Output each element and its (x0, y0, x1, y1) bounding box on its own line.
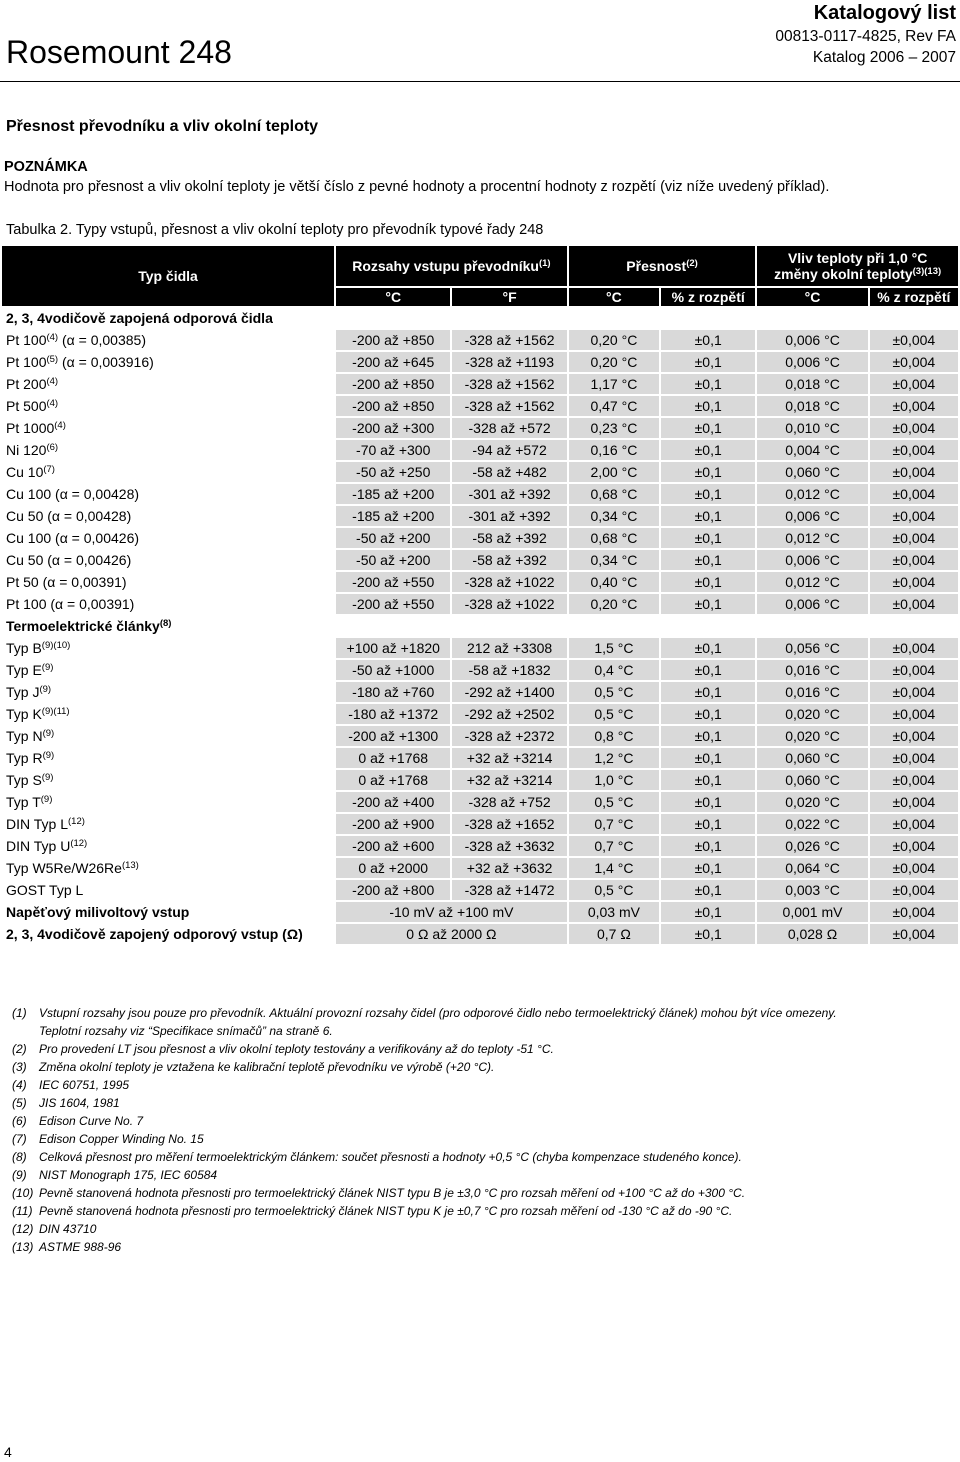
footnote-text: DIN 43710 (39, 1222, 97, 1236)
range-f: -328 až +3632 (452, 836, 566, 856)
accuracy-c: 1,17 °C (569, 374, 659, 394)
accuracy-c: 0,03 mV (569, 902, 659, 922)
sensor-type: Typ $B^{(9)(10)}$ (6, 640, 71, 656)
range-f: -328 až +572 (452, 418, 566, 438)
accuracy-c: 0,5 °C (569, 704, 659, 724)
range-f: -328 až +1022 (452, 594, 566, 614)
range-f: -328 až +1472 (452, 880, 566, 900)
footnote-number: (12) (12, 1222, 34, 1236)
range-c: -200 až +550 (336, 572, 450, 592)
sensor-type: Typ $R^{(9)}$ (6, 750, 55, 766)
ambient-c: 0,016 °C (757, 682, 867, 702)
ambient-pct: ±0,004 (870, 440, 958, 460)
range-f: -328 až +1562 (452, 374, 566, 394)
range-c: -200 až +645 (336, 352, 450, 372)
subheader-amb-pct: % z rozpětí (870, 288, 958, 306)
range-f: 212 až +3308 (452, 638, 566, 658)
footnote (12, 1112, 837, 1130)
range-f: -301 až +392 (452, 484, 566, 504)
accuracy-c: 0,7 Ω (569, 924, 659, 944)
sensor-type: Pt 100$^{(4)}$ (α = 0,00385) (6, 332, 146, 348)
range-f: -58 až +392 (452, 528, 566, 548)
ambient-pct: ±0,004 (870, 352, 958, 372)
accuracy-c: 0,20 °C (569, 330, 659, 350)
accuracy-pct: ±0,1 (661, 572, 755, 592)
footnote-text: Vstupní rozsahy jsou pouze pro převodník. Aktuální provozní rozsahy čidel (pro odporové čidlo nebo termoelektrický článek) mohou být více omezeny. Teplotní rozsahy viz “Specifikace snímačů” na straně 6. (39, 1006, 837, 1038)
accuracy-pct: ±0,1 (661, 506, 755, 526)
footnote-number: (7) (12, 1132, 27, 1146)
ambient-pct: ±0,004 (870, 572, 958, 592)
footnote-text: IEC 60751, 1995 (39, 1078, 130, 1092)
ambient-c: 0,006 °C (757, 550, 867, 570)
ambient-c: 0,004 °C (757, 440, 867, 460)
footnote-text: Pevně stanovená hodnota přesnosti pro termoelektrický článek NIST typu K je ±0,7 °C pro rozsah měření od -130 °C až do -90 °C. (39, 1204, 733, 1218)
footnote (12, 1058, 837, 1076)
ambient-c: 0,003 °C (757, 880, 867, 900)
accuracy-c: 0,5 °C (569, 682, 659, 702)
range-c: -180 až +1372 (336, 704, 450, 724)
table-row (2, 682, 958, 702)
sensor-type: Cu 100 (α = 0,00426) (6, 530, 140, 546)
accuracy-pct: ±0,1 (661, 660, 755, 680)
accuracy-pct: ±0,1 (661, 330, 755, 350)
range-value: -10 mV až +100 mV (336, 902, 567, 922)
range-f: +32 až +3632 (452, 858, 566, 878)
ambient-pct: ±0,004 (870, 880, 958, 900)
sensor-type: Typ $N^{(9)}$ (6, 728, 55, 744)
sensor-type: Pt 500$^{(4)}$ (6, 398, 59, 414)
range-f: -58 až +482 (452, 462, 566, 482)
footnote (12, 1184, 837, 1202)
accuracy-c: 0,68 °C (569, 528, 659, 548)
table-section-row (2, 308, 958, 328)
sensor-type: Typ $J^{(9)}$ (6, 684, 52, 700)
subheader-acc-pct: % z rozpětí (661, 288, 755, 306)
range-f: -328 až +1022 (452, 572, 566, 592)
accuracy-pct: ±0,1 (661, 814, 755, 834)
ambient-c: 0,006 °C (757, 594, 867, 614)
footnote-number: (3) (12, 1060, 27, 1074)
footnote (12, 1040, 837, 1058)
ambient-c: 0,056 °C (757, 638, 867, 658)
range-c: -180 až +760 (336, 682, 450, 702)
sensor-type: Typ $K^{(9)(11)}$ (6, 706, 70, 722)
ambient-pct: ±0,004 (870, 858, 958, 878)
accuracy-pct: ±0,1 (661, 396, 755, 416)
ambient-pct: ±0,004 (870, 638, 958, 658)
ambient-pct: ±0,004 (870, 704, 958, 724)
accuracy-c: 0,7 °C (569, 814, 659, 834)
accuracy-c: 0,20 °C (569, 594, 659, 614)
ambient-c: 0,028 Ω (757, 924, 867, 944)
ambient-pct: ±0,004 (870, 396, 958, 416)
table-row (2, 462, 958, 482)
range-c: -70 až +300 (336, 440, 450, 460)
ambient-c: 0,060 °C (757, 462, 867, 482)
range-c: +100 až +1820 (336, 638, 450, 658)
footnote (12, 1202, 837, 1220)
range-f: -328 až +752 (452, 792, 566, 812)
sensor-type: Typ W5Re/W26Re$^{(13)}$ (6, 860, 139, 876)
range-f: -292 až +1400 (452, 682, 566, 702)
ambient-c: 0,020 °C (757, 704, 867, 724)
subheader-c: °C (336, 288, 450, 306)
ambient-pct: ±0,004 (870, 770, 958, 790)
ambient-c: 0,006 °C (757, 506, 867, 526)
range-f: -328 až +1562 (452, 396, 566, 416)
table-row (2, 924, 958, 944)
table-body (2, 308, 958, 944)
ambient-pct: ±0,004 (870, 418, 958, 438)
footnote-number: (9) (12, 1168, 27, 1182)
footnote-number: (5) (12, 1096, 27, 1110)
range-f: -328 až +1652 (452, 814, 566, 834)
table-row (2, 638, 958, 658)
doc-type: Katalogový list (813, 2, 956, 24)
footnote (12, 1076, 837, 1094)
table-row (2, 858, 958, 878)
table-row (2, 418, 958, 438)
table-row (2, 704, 958, 724)
footnote-number: (1) (12, 1006, 27, 1020)
accuracy-pct: ±0,1 (661, 462, 755, 482)
range-f: -328 až +2372 (452, 726, 566, 746)
table-row (2, 374, 958, 394)
sensor-type: Pt 200$^{(4)}$ (6, 376, 59, 392)
accuracy-pct: ±0,1 (661, 726, 755, 746)
range-f: +32 až +3214 (452, 748, 566, 768)
table-row (2, 836, 958, 856)
doc-number: 00813-0117-4825, Rev FA (775, 28, 956, 45)
range-c: -185 až +200 (336, 484, 450, 504)
ambient-c: 0,026 °C (757, 836, 867, 856)
accuracy-c: 0,7 °C (569, 836, 659, 856)
col-header-accuracy: Přesnost$^{(2)}$ (569, 246, 756, 286)
accuracy-pct: ±0,1 (661, 682, 755, 702)
sensor-type: Cu 100 (α = 0,00428) (6, 486, 140, 502)
accuracy-c: 2,00 °C (569, 462, 659, 482)
accuracy-c: 1,5 °C (569, 638, 659, 658)
range-f: -328 až +1193 (452, 352, 566, 372)
accuracy-c: 0,47 °C (569, 396, 659, 416)
col-header-ambient: Vliv teploty při 1,0 °C změny okolní teploty$^{(3)(13)}$ (757, 246, 958, 286)
range-f: -328 až +1562 (452, 330, 566, 350)
range-f: -58 až +392 (452, 550, 566, 570)
footnote (12, 1094, 837, 1112)
accuracy-pct: ±0,1 (661, 924, 755, 944)
accuracy-pct: ±0,1 (661, 440, 755, 460)
footnote-number: (10) (12, 1186, 34, 1200)
table-row (2, 440, 958, 460)
footnote (12, 1238, 837, 1256)
range-c: -50 až +200 (336, 528, 450, 548)
footnote-text: Celková přesnost pro měření termoelektrickým článkem: součet přesnosti a hodnoty +0,5 °C (chyba kompenzace studeného konce). (39, 1150, 742, 1164)
accuracy-pct: ±0,1 (661, 352, 755, 372)
accuracy-pct: ±0,1 (661, 836, 755, 856)
note-text: Hodnota pro přesnost a vliv okolní teploty je větší číslo z pevné hodnoty a procentní hodnoty z rozpětí (viz níže uvedený příklad). (4, 179, 830, 195)
footnote-number: (13) (12, 1240, 34, 1254)
table-row (2, 572, 958, 592)
accuracy-pct: ±0,1 (661, 792, 755, 812)
table-row (2, 484, 958, 504)
sensor-type: Cu 50 (α = 0,00426) (6, 552, 132, 568)
range-f: -292 až +2502 (452, 704, 566, 724)
accuracy-pct: ±0,1 (661, 594, 755, 614)
accuracy-c: 0,16 °C (569, 440, 659, 460)
ambient-pct: ±0,004 (870, 814, 958, 834)
ambient-pct: ±0,004 (870, 748, 958, 768)
ambient-c: 0,018 °C (757, 374, 867, 394)
ambient-pct: ±0,004 (870, 528, 958, 548)
footnote (12, 1148, 837, 1166)
section-label: Termoelektrické články$^{(8)}$ (6, 618, 172, 634)
accuracy-c: 0,34 °C (569, 550, 659, 570)
table-row (2, 814, 958, 834)
table-caption: Tabulka 2. Typy vstupů, přesnost a vliv okolní teploty pro převodník typové řady 248 (6, 222, 544, 238)
section-label: 2, 3, 4vodičově zapojená odporová čidla (6, 310, 273, 326)
sensor-type: Pt 100 (α = 0,00391) (6, 596, 135, 612)
table-row (2, 330, 958, 350)
table-row (2, 506, 958, 526)
sensor-type: Cu 50 (α = 0,00428) (6, 508, 132, 524)
footnote-text: JIS 1604, 1981 (39, 1096, 120, 1110)
range-c: -50 až +200 (336, 550, 450, 570)
ambient-pct: ±0,004 (870, 462, 958, 482)
footnote-text: Změna okolní teploty je vztažena ke kalibrační teplotě převodníku ve výrobě (+20 °C). (39, 1060, 495, 1074)
footnote (12, 1166, 837, 1184)
footnote-text: Pevně stanovená hodnota přesnosti pro termoelektrický článek NIST typu B je ±3,0 °C pro rozsah měření od +100 °C až do +300 °C. (39, 1186, 746, 1200)
accuracy-pct: ±0,1 (661, 880, 755, 900)
subheader-amb-c: °C (757, 288, 867, 306)
range-c: -200 až +300 (336, 418, 450, 438)
range-f: -301 až +392 (452, 506, 566, 526)
ambient-c: 0,016 °C (757, 660, 867, 680)
accuracy-c: 0,34 °C (569, 506, 659, 526)
page-number: 4 (4, 1444, 12, 1460)
range-c: -200 až +900 (336, 814, 450, 834)
range-c: -200 až +850 (336, 374, 450, 394)
sensor-type: 2, 3, 4vodičově zapojený odporový vstup (Ω) (6, 926, 303, 942)
catalog-label: Katalog 2006 – 2007 (812, 49, 956, 66)
table-row (2, 792, 958, 812)
range-c: -200 až +850 (336, 396, 450, 416)
range-c: -200 až +550 (336, 594, 450, 614)
accuracy-c: 1,4 °C (569, 858, 659, 878)
ambient-pct: ±0,004 (870, 836, 958, 856)
accuracy-pct: ±0,1 (661, 418, 755, 438)
range-c: -200 až +400 (336, 792, 450, 812)
range-f: -58 až +1832 (452, 660, 566, 680)
range-c: -185 až +200 (336, 506, 450, 526)
sensor-type: Typ $S^{(9)}$ (6, 772, 54, 788)
ambient-c: 0,010 °C (757, 418, 867, 438)
accuracy-c: 0,40 °C (569, 572, 659, 592)
footnote (12, 1004, 837, 1040)
ambient-pct: ±0,004 (870, 484, 958, 504)
ambient-c: 0,006 °C (757, 352, 867, 372)
footnote-number: (4) (12, 1078, 27, 1092)
ambient-c: 0,020 °C (757, 792, 867, 812)
subheader-acc-c: °C (569, 288, 659, 306)
footnote (12, 1130, 837, 1148)
accuracy-c: 0,20 °C (569, 352, 659, 372)
sensor-type: Pt 100$^{(5)}$ (α = 0,003916) (6, 354, 154, 370)
ambient-pct: ±0,004 (870, 660, 958, 680)
sensor-type: DIN Typ $L^{(12)}$ (6, 816, 85, 832)
footnote-number: (2) (12, 1042, 27, 1056)
ambient-c: 0,001 mV (757, 902, 867, 922)
col-header-range: Rozsahy vstupu převodníku$^{(1)}$ (336, 246, 567, 286)
table-row (2, 594, 958, 614)
accuracy-c: 0,4 °C (569, 660, 659, 680)
table-row (2, 748, 958, 768)
sensor-type: GOST Typ L (6, 882, 84, 898)
accuracy-pct: ±0,1 (661, 528, 755, 548)
accuracy-c: 1,0 °C (569, 770, 659, 790)
table-row (2, 660, 958, 680)
range-c: -200 až +800 (336, 880, 450, 900)
accuracy-pct: ±0,1 (661, 550, 755, 570)
accuracy-c: 0,5 °C (569, 792, 659, 812)
col-header-sensor: Typ čidla (2, 246, 334, 306)
ambient-c: 0,018 °C (757, 396, 867, 416)
accuracy-pct: ±0,1 (661, 748, 755, 768)
note-heading: POZNÁMKA (4, 159, 88, 175)
sensor-type: Pt 50 (α = 0,00391) (6, 574, 127, 590)
footnote-number: (6) (12, 1114, 27, 1128)
table-row (2, 550, 958, 570)
footnote-text: Edison Curve No. 7 (39, 1114, 144, 1128)
range-c: -200 až +1300 (336, 726, 450, 746)
ambient-c: 0,006 °C (757, 330, 867, 350)
range-value: 0 Ω až 2000 Ω (336, 924, 567, 944)
ambient-c: 0,060 °C (757, 770, 867, 790)
range-c: -50 až +1000 (336, 660, 450, 680)
accuracy-c: 0,8 °C (569, 726, 659, 746)
footnote-text: ASTME 988-96 (39, 1240, 122, 1254)
ambient-pct: ±0,004 (870, 374, 958, 394)
ambient-pct: ±0,004 (870, 330, 958, 350)
table-section-row (2, 616, 958, 636)
accuracy-pct: ±0,1 (661, 902, 755, 922)
ambient-pct: ±0,004 (870, 726, 958, 746)
accuracy-pct: ±0,1 (661, 770, 755, 790)
accuracy-c: 0,68 °C (569, 484, 659, 504)
range-f: -94 až +572 (452, 440, 566, 460)
sensor-type: Ni 120$^{(6)}$ (6, 442, 59, 458)
ambient-pct: ±0,004 (870, 902, 958, 922)
footnotes (12, 1004, 837, 1256)
footnote-text: Pro provedení LT jsou přesnost a vliv okolní teploty testovány a verifikovány až do teploty -51 °C. (39, 1042, 554, 1056)
table-row (2, 726, 958, 746)
footnote-number: (11) (12, 1204, 33, 1218)
table-row (2, 352, 958, 372)
footnote-number: (8) (12, 1150, 27, 1164)
sensor-type: Napěťový milivoltový vstup (6, 904, 190, 920)
ambient-c: 0,020 °C (757, 726, 867, 746)
range-c: 0 až +1768 (336, 748, 450, 768)
sensor-type: Pt 1000$^{(4)}$ (6, 420, 66, 436)
ambient-c: 0,022 °C (757, 814, 867, 834)
table-row (2, 396, 958, 416)
range-c: 0 až +1768 (336, 770, 450, 790)
range-c: 0 až +2000 (336, 858, 450, 878)
footnote (12, 1220, 837, 1238)
accuracy-pct: ±0,1 (661, 638, 755, 658)
ambient-pct: ±0,004 (870, 506, 958, 526)
range-f: +32 až +3214 (452, 770, 566, 790)
footnote-text: NIST Monograph 175, IEC 60584 (39, 1168, 218, 1182)
accuracy-c: 1,2 °C (569, 748, 659, 768)
sensor-type: Cu 10$^{(7)}$ (6, 464, 55, 480)
table-row (2, 880, 958, 900)
accuracy-table (0, 244, 960, 946)
ambient-pct: ±0,004 (870, 924, 958, 944)
ambient-pct: ±0,004 (870, 550, 958, 570)
range-c: -50 až +250 (336, 462, 450, 482)
document-header (775, 0, 956, 68)
accuracy-pct: ±0,1 (661, 374, 755, 394)
range-c: -200 až +850 (336, 330, 450, 350)
ambient-c: 0,060 °C (757, 748, 867, 768)
sensor-type: Typ $E^{(9)}$ (6, 662, 54, 678)
table-row (2, 770, 958, 790)
ambient-pct: ±0,004 (870, 682, 958, 702)
ambient-c: 0,012 °C (757, 572, 867, 592)
sensor-type: Typ $T^{(9)}$ (6, 794, 53, 810)
accuracy-pct: ±0,1 (661, 704, 755, 724)
ambient-c: 0,012 °C (757, 484, 867, 504)
ambient-c: 0,012 °C (757, 528, 867, 548)
ambient-c: 0,064 °C (757, 858, 867, 878)
ambient-pct: ±0,004 (870, 594, 958, 614)
accuracy-c: 0,23 °C (569, 418, 659, 438)
section-title: Přesnost převodníku a vliv okolní teploty (6, 118, 319, 135)
table-row (2, 528, 958, 548)
accuracy-pct: ±0,1 (661, 484, 755, 504)
product-title: Rosemount 248 (6, 34, 232, 70)
sensor-type: DIN Typ $U^{(12)}$ (6, 838, 88, 854)
accuracy-pct: ±0,1 (661, 858, 755, 878)
ambient-pct: ±0,004 (870, 792, 958, 812)
table-row (2, 902, 958, 922)
footnote-text: Edison Copper Winding No. 15 (39, 1132, 204, 1146)
subheader-f: °F (452, 288, 566, 306)
range-c: -200 až +600 (336, 836, 450, 856)
accuracy-c: 0,5 °C (569, 880, 659, 900)
header-divider (0, 81, 960, 82)
